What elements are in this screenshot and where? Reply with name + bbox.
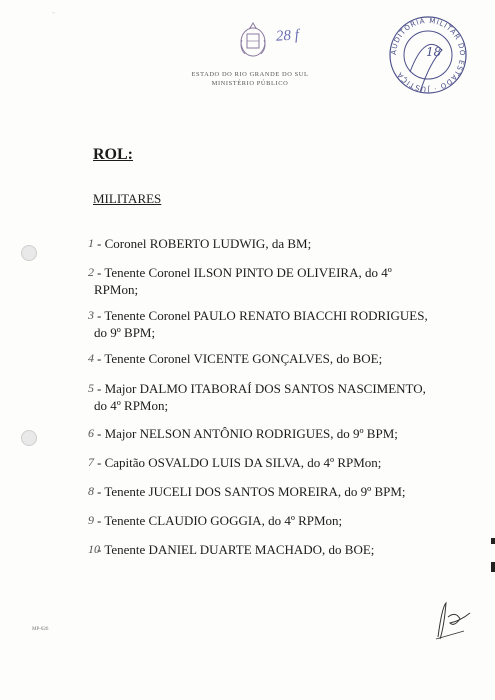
header-ministry: MINISTÉRIO PÚBLICO [211,80,289,87]
item-number: 8 [88,484,94,498]
item-text: - Tenente JUCELI DOS SANTOS MOREIRA, do 9º BPM; [97,484,406,499]
item-text-continued: do 9º BPM; [94,325,156,340]
list-item [88,235,430,252]
list-item [88,454,430,471]
punch-hole [21,430,37,446]
edge-mark [491,538,495,544]
corner-mark: ~ [52,11,56,17]
item-number: 2 [88,265,94,279]
edge-mark [491,562,495,572]
item-text: - Coronel ROBERTO LUDWIG, da BM; [97,236,312,251]
handwritten-page-number: 28 f [275,27,300,45]
item-text-continued: do 4º RPMon; [94,398,169,413]
item-number: 3 [88,308,94,322]
punch-hole [21,245,37,261]
auditoria-stamp-icon [380,12,476,98]
item-number: 5 [88,381,94,395]
svg-text:18: 18 [426,45,442,59]
list-item [88,350,430,367]
list-item [88,264,430,298]
item-text: - Major DALMO ITABORAÍ DOS SANTOS NASCIMENTO, [97,381,426,396]
footer-form-code: MP-026 [32,627,49,632]
list-item [88,483,430,500]
item-number: 10 [88,542,100,556]
item-text: - Tenente Coronel VICENTE GONÇALVES, do BOE; [97,351,383,366]
item-text: - Capitão OSVALDO LUIS DA SILVA, do 4º RPMon; [97,455,382,470]
item-text: - Major NELSON ANTÔNIO RODRIGUES, do 9º BPM; [97,426,398,441]
header-state: ESTADO DO RIO GRANDE DO SUL [191,71,309,78]
rubric-signature-icon [430,597,478,643]
list-item [88,380,430,414]
section-title: MILITARES [93,191,162,206]
coat-of-arms-icon [236,20,270,60]
list-item [88,307,430,341]
item-number: 1 [88,236,94,250]
item-text: - Tenente Coronel PAULO RENATO BIACCHI RODRIGUES, [97,308,428,323]
item-text-continued: RPMon; [94,282,139,297]
item-number: 4 [88,351,94,365]
item-number: 7 [88,455,94,469]
item-text: - Tenente Coronel ILSON PINTO DE OLIVEIRA, do 4º [97,265,392,280]
page-title: ROL: [93,146,133,163]
svg-text:AUDITORIA MILITAR DO ESTADO ·: AUDITORIA MILITAR DO ESTADO · JUSTIÇA [389,16,467,94]
item-text: - Tenente DANIEL DUARTE MACHADO, do BOE; [97,542,375,557]
list-item [88,425,430,442]
list-item [88,541,430,558]
item-text: - Tenente CLAUDIO GOGGIA, do 4º RPMon; [97,513,343,528]
list-item [88,512,430,529]
item-number: 6 [88,426,94,440]
item-number: 9 [88,513,94,527]
